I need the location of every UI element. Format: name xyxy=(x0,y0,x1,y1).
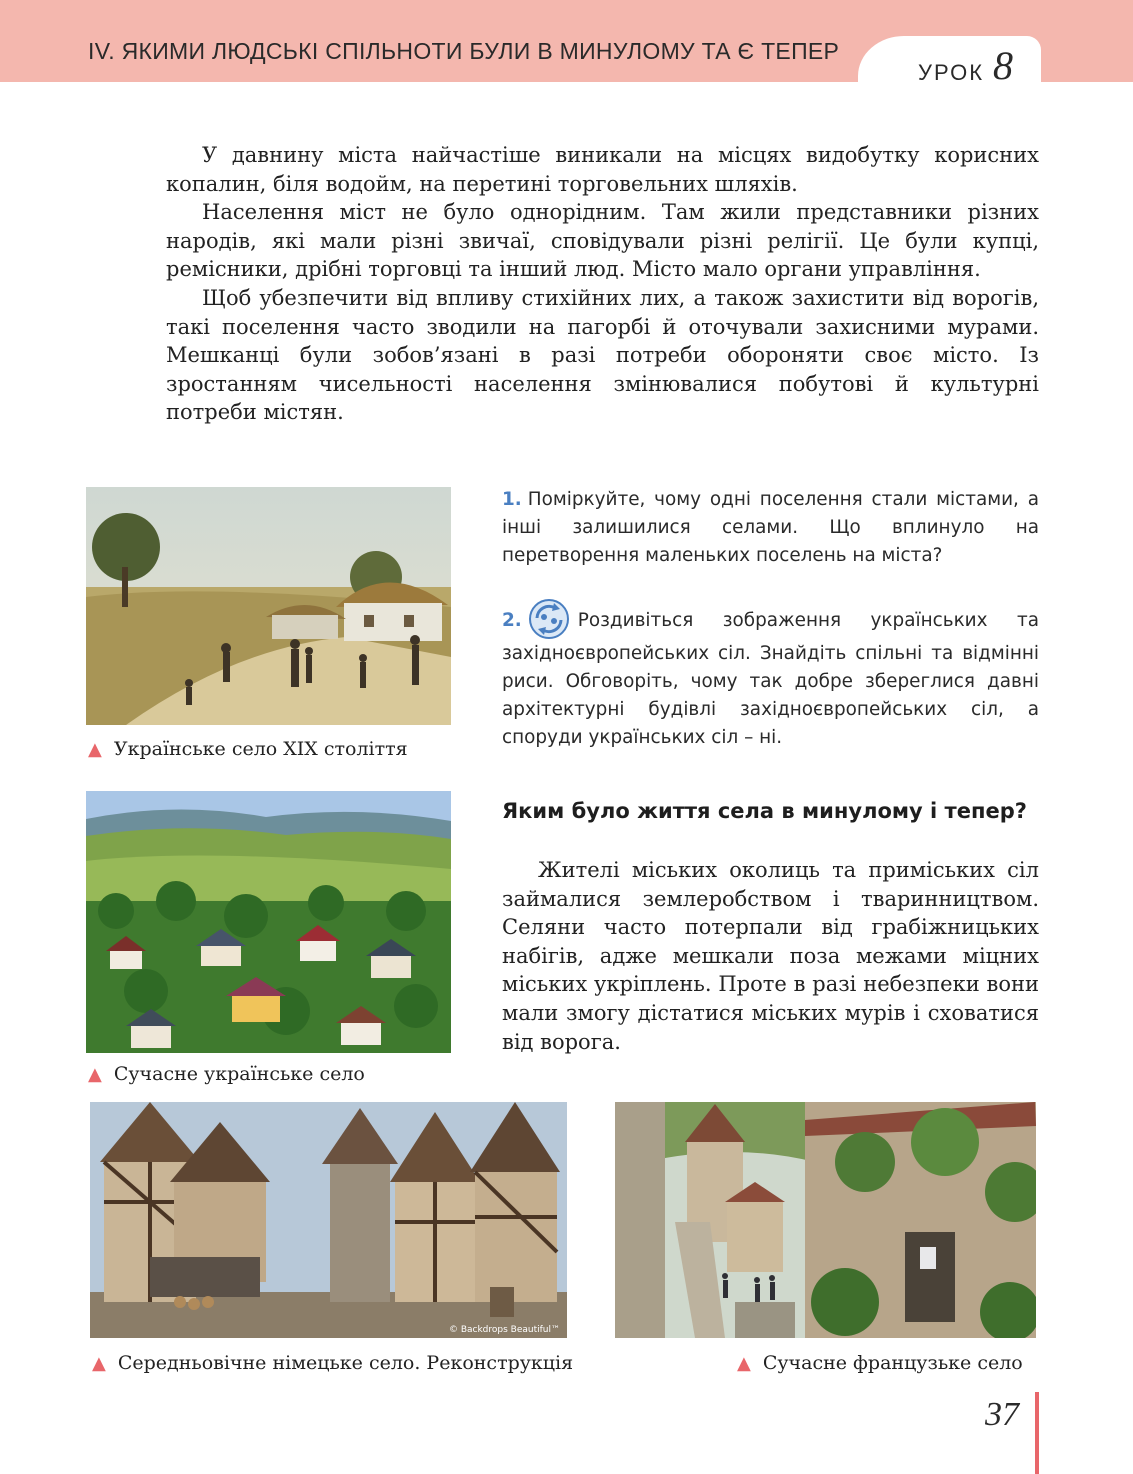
caption-marker: ▲ xyxy=(88,739,102,760)
caption-photo4 xyxy=(737,1352,1023,1374)
village-life-text xyxy=(502,856,1039,1056)
group-discussion-icon xyxy=(528,598,570,640)
photo-medieval-german-village-reconstruction xyxy=(90,1102,567,1338)
caption-photo2 xyxy=(88,1063,365,1085)
section-heading: Яким було життя села в минулому і тепер? xyxy=(502,799,1027,823)
caption-marker: ▲ xyxy=(737,1353,751,1374)
photo-modern-french-village xyxy=(615,1102,1036,1338)
page-number: 37 xyxy=(985,1396,1019,1433)
task-2 xyxy=(502,598,1039,752)
caption-photo1 xyxy=(88,738,408,760)
photo-watermark: © Backdrops Beautiful™ xyxy=(448,1325,560,1335)
lesson-label: УРОК xyxy=(918,60,985,85)
lesson-number: 8 xyxy=(993,43,1013,88)
caption-marker: ▲ xyxy=(92,1353,106,1374)
intro-paragraph: Населення міст не було однорідним. Там жили представники різних народів, які мали різні звичаї, сповідували різні релігії. Це були купці, ремісники, дрібні торговці та інший люд. Місто мало органи управління. xyxy=(166,200,1039,282)
intro-paragraph: Щоб убезпечити від впливу стихійних лих, а також захистити від ворогів, такі поселення часто зводили на пагорбі й оточували захисними мурами. Мешканці були зобов’язані в разі потреби обороняти своє місто. Із зростанням чисельності населення змінювалися побутові й культурні потреби містян. xyxy=(166,285,1039,425)
page-accent-bar xyxy=(1035,1392,1039,1474)
photo-modern-ukrainian-village xyxy=(86,791,451,1053)
task-1 xyxy=(502,486,1039,570)
task-number: 1. xyxy=(502,489,522,510)
task-number: 2. xyxy=(502,610,522,631)
section-paragraph: Жителі міських околиць та приміських сіл займалися землеробством і тваринництвом. Селяни часто потерпали від грабіжницьких набігів, адже мешкали поза межами міцних міських укріплень. Проте в разі небезпеки вони мали змогу дістатися міських мурів і сховатися від ворога. xyxy=(502,858,1039,1054)
caption-text: Українське село XIX століття xyxy=(113,738,408,760)
intro-text xyxy=(166,141,1039,427)
intro-paragraph: У давнину міста найчастіше виникали на місцях видобутку корисних копалин, біля водойм, на перетині торговельних шляхів. xyxy=(166,143,1039,196)
caption-photo3 xyxy=(92,1352,573,1374)
chapter-title: IV. ЯКИМИ ЛЮДСЬКІ СПІЛЬНОТИ БУЛИ В МИНУЛОМУ ТА Є ТЕПЕР xyxy=(88,38,840,64)
caption-text: Середньовічне німецьке село. Реконструкція xyxy=(117,1352,574,1374)
photo-ukrainian-village-19th-century xyxy=(86,487,451,725)
caption-text: Сучасне французьке село xyxy=(762,1352,1023,1374)
caption-text: Сучасне українське село xyxy=(113,1063,365,1085)
task-text: Поміркуйте, чому одні поселення стали містами, а інші залишилися селами. Що вплинуло на перетворення маленьких поселень на міста? xyxy=(502,489,1039,566)
caption-marker: ▲ xyxy=(88,1064,102,1085)
task-text: Роздивіться зображення українських та західноєвропейських сіл. Знайдіть спільні та відмінні риси. Обговоріть, чому так добре збереглися давні архітектурні будівлі західноєвропейських сіл, а споруди українських сіл – ні. xyxy=(502,610,1039,748)
